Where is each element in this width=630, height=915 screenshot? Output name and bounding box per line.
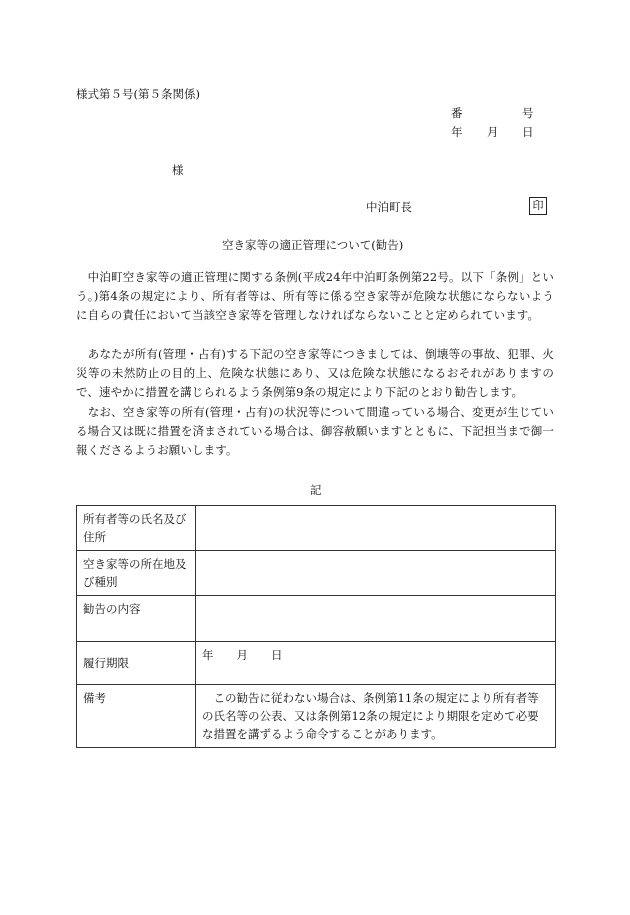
content-value: [196, 596, 556, 642]
period-value: 年 月 日: [196, 642, 556, 685]
remarks-label: 備考: [77, 685, 196, 748]
sender-name: 中泊町長: [366, 200, 412, 214]
table-row-content: [77, 596, 556, 642]
paragraph-1: 中泊町空き家等の適正管理に関する条例(平成24年中泊町条例第22号。以下「条例」という。)第4条の規定により、所有者等は、所有等に係る空き家等が危険な状態にならないように自らの責任において当該空き家等を管理しなければならないことと定められています。: [76, 270, 554, 322]
owner-value: [196, 506, 556, 551]
seal-mark: 印: [529, 197, 547, 215]
table-row-location: [77, 551, 556, 596]
record-table: [76, 505, 556, 748]
document-number-ban: 番: [451, 106, 463, 120]
recipient-suffix: 様: [172, 163, 184, 177]
remarks-value: この勧告に従わない場合は、条例第11条の規定により所有者等の氏名等の公表、又は条例第12条の規定により期限を定めて必要な措置を講ずるよう命令することがあります。: [196, 685, 556, 748]
paragraph-3: なお、空き家等の所有(管理・占有)の状況等について間違っている場合、変更が生じている場合又は既に措置を済まされている場合は、御容赦願いますとともに、下記担当まで御一報くださるようお願いします。: [76, 405, 554, 457]
form-number-label: 様式第５号(第５条関係): [76, 87, 200, 101]
date-month: 月: [487, 125, 499, 139]
location-value: [196, 551, 556, 596]
table-row-period: [77, 642, 556, 685]
paragraph-2: あなたが所有(管理・占有)する下記の空き家等につきましては、倒壊等の事故、犯罪、火災等の未然防止の目的上、危険な状態にあり、又は危険な状態になるおそれがありますので、速やかに措置を講じられるよう条例第9条の規定により下記のとおり勧告します。: [76, 347, 554, 399]
document-number-go: 号: [522, 106, 534, 120]
date-year: 年: [451, 125, 463, 139]
table-row-owner: [77, 506, 556, 551]
ki-heading: 記: [310, 483, 322, 497]
content-label: 勧告の内容: [77, 596, 196, 642]
document-title: 空き家等の適正管理について(勧告): [222, 238, 404, 252]
location-label: 空き家等の所在地及び種別: [77, 551, 196, 596]
owner-label: 所有者等の氏名及び住所: [77, 506, 196, 551]
period-label: 履行期限: [77, 642, 196, 685]
date-day: 日: [522, 125, 534, 139]
table-row-remarks: [77, 685, 556, 748]
